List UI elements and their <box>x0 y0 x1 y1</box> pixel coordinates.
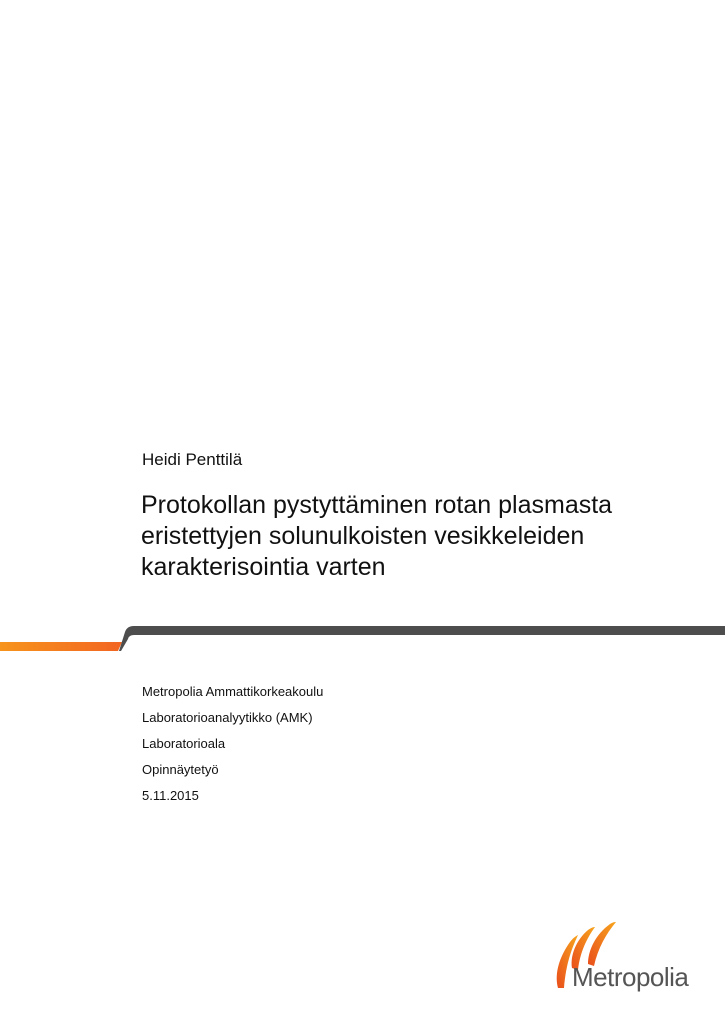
metropolia-logo <box>552 918 712 998</box>
document-metadata <box>142 684 323 814</box>
metropolia-logo-text: Metropolia <box>572 962 689 992</box>
thesis-title-line-3: karakterisointia varten <box>141 553 386 581</box>
divider-orange-strip <box>0 642 122 651</box>
thesis-title-line-2: eristettyjen solunulkoisten vesikkeleiden <box>141 522 585 550</box>
divider-gray-strip <box>119 626 725 651</box>
title-divider-band <box>0 622 725 654</box>
degree-name: Laboratorioanalyytikko (AMK) <box>142 710 313 725</box>
author-name: Heidi Penttilä <box>142 450 243 469</box>
field-name: Laboratorioala <box>142 736 226 751</box>
document-type: Opinnäytetyö <box>142 762 219 777</box>
institution-name: Metropolia Ammattikorkeakoulu <box>142 684 324 699</box>
thesis-title <box>141 490 711 583</box>
thesis-title-line-1: Protokollan pystyttäminen rotan plasmasta <box>141 491 613 519</box>
document-date: 5.11.2015 <box>142 788 199 803</box>
